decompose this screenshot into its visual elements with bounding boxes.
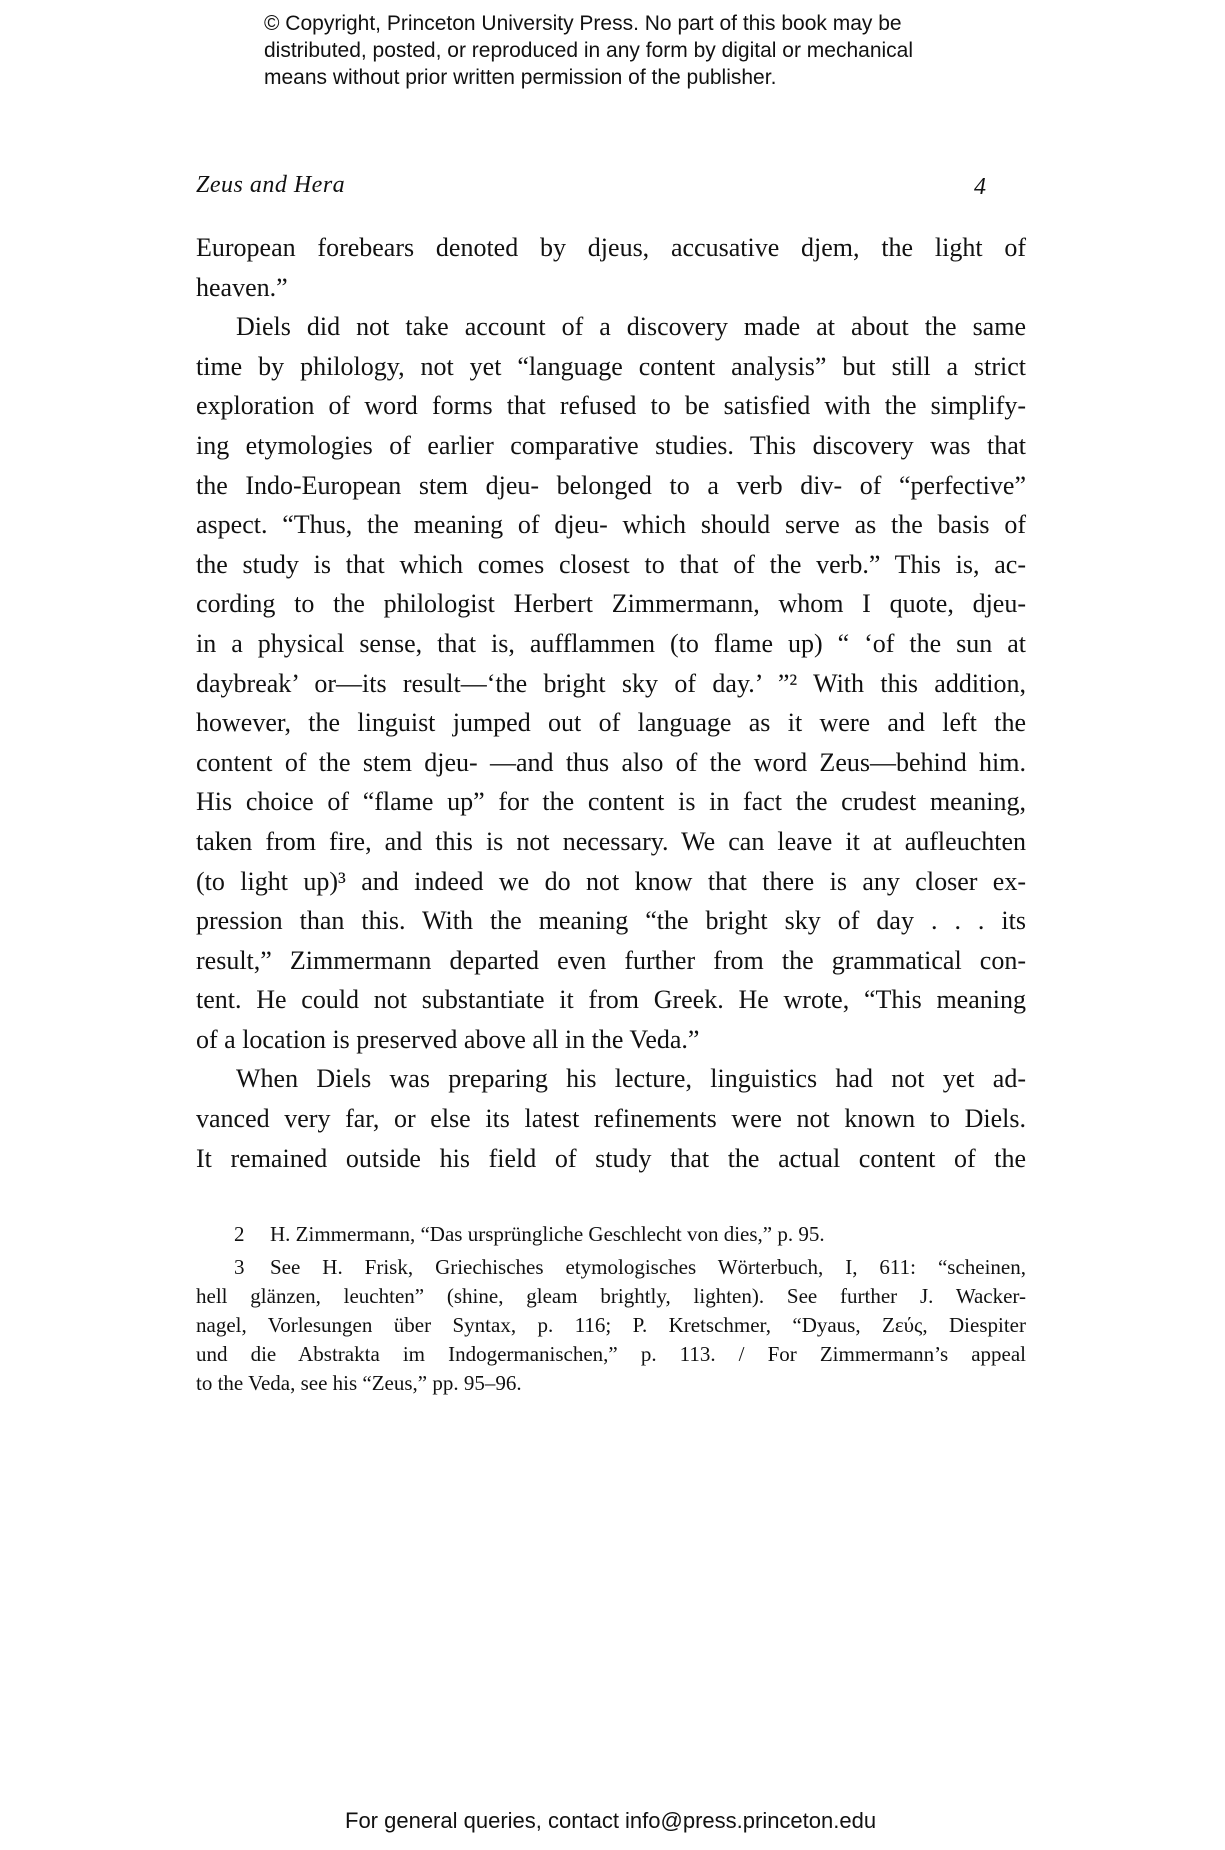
footnote-line: und die Abstrakta im Indogermanischen,” p. 113. / For Zimmermann’s appeal	[196, 1342, 1026, 1366]
body-line: Diels did not take account of a discovery made at about the same	[236, 312, 1026, 342]
body-line: the study is that which comes closest to that of the verb.” This is, ac-	[196, 549, 1026, 579]
body-line: in a physical sense, that is, aufflammen (to flame up) “ ‘of the sun at	[196, 628, 1026, 658]
running-head-title: Zeus and Hera	[196, 172, 346, 198]
footnote-line: hell glänzen, leuchten” (shine, gleam brightly, lighten). See further J. Wacker-	[196, 1284, 1026, 1308]
body-line: aspect. “Thus, the meaning of djeu- which should serve as the basis of	[196, 510, 1026, 540]
body-line: It remained outside his field of study that the actual content of the	[196, 1143, 1026, 1173]
body-line: content of the stem djeu- —and thus also of the word Zeus—behind him.	[196, 747, 1026, 777]
body-line: When Diels was preparing his lecture, linguistics had not yet ad-	[236, 1064, 1026, 1094]
body-line: European forebears denoted by djeus, accusative djem, the light of	[196, 233, 1026, 262]
footnote-text: H. Zimmermann, “Das ursprüngliche Geschlecht von dies,” p. 95.	[270, 1222, 825, 1246]
page-number: 4	[974, 174, 986, 200]
footnote-3	[196, 1253, 1026, 1398]
body-line: cording to the philologist Herbert Zimmermann, whom I quote, djeu-	[196, 589, 1026, 619]
body-line: exploration of word forms that refused to be satisfied with the simplify-	[196, 391, 1026, 421]
copyright-notice	[264, 10, 1084, 91]
footnote-line: nagel, Vorlesungen über Syntax, p. 116; P. Kretschmer, “Dyaus, Ζεύς, Diespiter	[196, 1313, 1026, 1337]
body-line: vanced very far, or else its latest refinements were not known to Diels.	[196, 1104, 1026, 1134]
body-line: tent. He could not substantiate it from Greek. He wrote, “This meaning	[196, 985, 1026, 1015]
body-line: heaven.”	[196, 272, 288, 302]
copyright-line: © Copyright, Princeton University Press. No part of this book may be	[264, 12, 902, 35]
copyright-line: distributed, posted, or reproduced in any form by digital or mechanical	[264, 39, 914, 62]
footnote-number: 3	[234, 1255, 245, 1279]
footnotes	[196, 1220, 1026, 1398]
body-text	[196, 228, 1026, 1178]
body-line: His choice of “flame up” for the content is in fact the crudest meaning,	[196, 787, 1026, 817]
copyright-line: means without prior written permission of the publisher.	[264, 66, 777, 89]
body-line: daybreak’ or—its result—‘the bright sky of day.’ ”² With this addition,	[196, 668, 1026, 698]
body-line: of a location is preserved above all in the Veda.”	[196, 1024, 700, 1054]
footnote-line	[196, 1253, 1026, 1282]
footnote-text: See H. Frisk, Griechisches etymologisches Wörterbuch, I, 611: “scheinen,	[270, 1255, 1026, 1279]
body-line: result,” Zimmermann departed even further from the grammatical con-	[196, 945, 1026, 975]
body-line: time by philology, not yet “language content analysis” but still a strict	[196, 351, 1026, 381]
body-line: taken from fire, and this is not necessary. We can leave it at aufleuchten	[196, 826, 1026, 856]
body-line: (to light up)³ and indeed we do not know that there is any closer ex-	[196, 866, 1026, 896]
body-line: ing etymologies of earlier comparative studies. This discovery was that	[196, 430, 1026, 460]
footnote-2	[196, 1220, 1026, 1249]
body-line: pression than this. With the meaning “the bright sky of day . . . its	[196, 906, 1026, 936]
body-line: the Indo-European stem djeu- belonged to a verb div- of “perfective”	[196, 470, 1026, 500]
footnote-line: to the Veda, see his “Zeus,” pp. 95–96.	[196, 1371, 522, 1395]
footnote-number: 2	[234, 1222, 245, 1246]
running-head	[196, 172, 1026, 206]
contact-footer: For general queries, contact info@press.princeton.edu	[345, 1808, 877, 1833]
body-line: however, the linguist jumped out of language as it were and left the	[196, 708, 1026, 738]
